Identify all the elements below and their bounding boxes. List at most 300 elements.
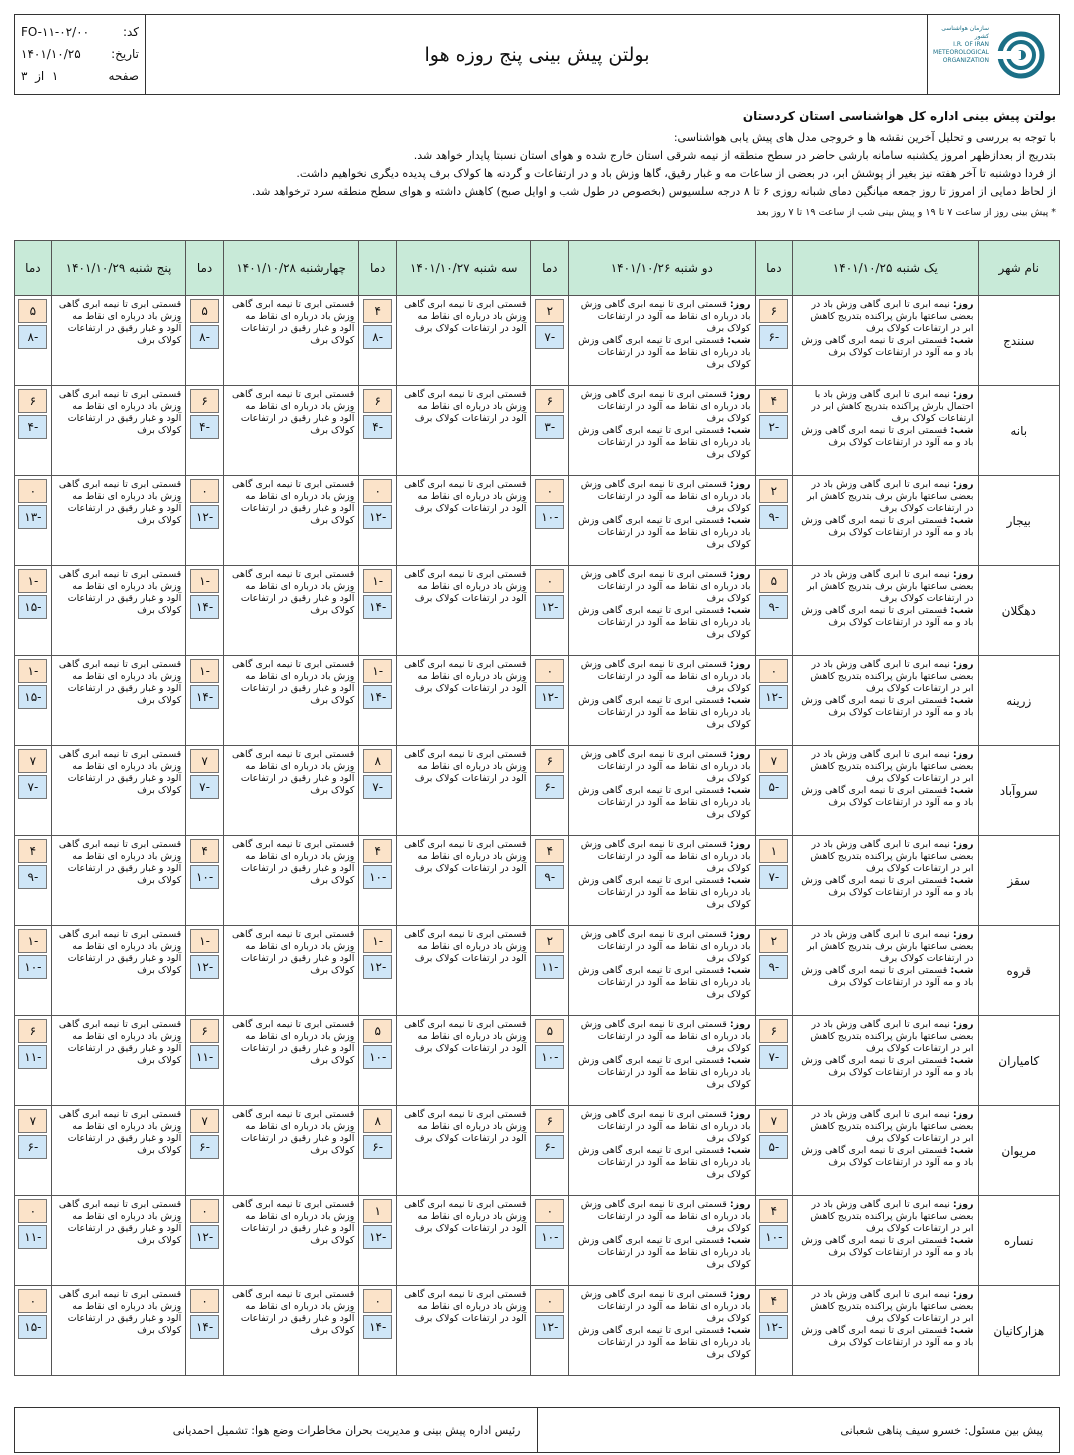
temp-pair bbox=[186, 566, 223, 619]
temp-cell bbox=[359, 296, 397, 386]
max-temp: -۱ bbox=[18, 659, 47, 683]
max-temp: ۰ bbox=[535, 659, 564, 683]
forecast-cell bbox=[397, 1016, 531, 1106]
min-temp: -۷ bbox=[18, 775, 47, 799]
max-temp: ۰ bbox=[363, 1289, 392, 1313]
forecast-day-night-cell bbox=[569, 296, 755, 386]
temp-pair bbox=[359, 836, 396, 889]
max-temp: ۶ bbox=[363, 389, 392, 413]
min-temp: -۱۵ bbox=[18, 685, 47, 709]
temp-pair bbox=[15, 746, 51, 799]
forecast-day-night-cell bbox=[569, 1106, 755, 1196]
min-temp: -۱۱ bbox=[18, 1225, 47, 1249]
night-forecast: قسمتی ابری تا نیمه ابری گاهی وزش باد و مه آلود در ارتفاعات کولاک برف bbox=[801, 1145, 974, 1168]
forecast-day-night-cell bbox=[569, 1286, 755, 1376]
temp-header: دما bbox=[531, 241, 569, 296]
max-temp: ۲ bbox=[759, 929, 788, 953]
city-name: هزارکانیان bbox=[978, 1286, 1059, 1376]
temp-pair bbox=[186, 1196, 223, 1249]
night-label: شب: bbox=[950, 1235, 974, 1246]
forecast-text: قسمتی ابری تا نیمه ابری گاهی وزش باد درباره ای نقاط مه آلود و غبار رقیق در ارتفاعات کولاک برف bbox=[58, 749, 182, 796]
temp-cell bbox=[755, 1286, 793, 1376]
forecast-text: قسمتی ابری تا نیمه ابری گاهی وزش باد درباره ای نقاط مه آلود و غبار رقیق در ارتفاعات کولاک برف bbox=[58, 479, 182, 526]
day-header-5: پنج شنبه ۱۴۰۱/۱۰/۲۹ bbox=[51, 241, 185, 296]
forecast-text: قسمتی ابری تا نیمه ابری گاهی وزش باد درباره ای نقاط مه آلود در ارتفاعات کولاک برف bbox=[404, 479, 527, 514]
max-temp: ۴ bbox=[363, 839, 392, 863]
temp-pair bbox=[186, 476, 223, 529]
temp-cell bbox=[15, 656, 52, 746]
page-of: از bbox=[35, 69, 45, 83]
max-temp: -۱ bbox=[190, 659, 219, 683]
day-forecast: قسمتی ابری تا نیمه ابری گاهی وزش باد درباره ای نقاط مه آلود در ارتفاعات کولاک برف bbox=[580, 1019, 751, 1054]
temp-pair bbox=[186, 656, 223, 709]
temp-pair bbox=[359, 926, 396, 979]
temp-pair bbox=[531, 656, 568, 709]
max-temp: ۵ bbox=[190, 299, 219, 323]
min-temp: -۳ bbox=[535, 415, 564, 439]
forecast-cell bbox=[51, 1286, 185, 1376]
day-forecast: نیمه ابری تا ابری گاهی وزش باد در بعضی ساعتها بارش پراکنده بتدریج کاهش ابر در ارتفاعات کولاک برف bbox=[810, 299, 974, 334]
day-forecast: قسمتی ابری تا نیمه ابری گاهی وزش باد درباره ای نقاط مه آلود در ارتفاعات کولاک برف bbox=[580, 839, 751, 874]
min-temp: -۸ bbox=[190, 325, 219, 349]
min-temp: -۱۴ bbox=[363, 1315, 392, 1339]
forecast-text bbox=[569, 1286, 754, 1364]
forecast-text: قسمتی ابری تا نیمه ابری گاهی وزش باد درباره ای نقاط مه آلود در ارتفاعات کولاک برف bbox=[404, 659, 527, 694]
night-label: شب: bbox=[950, 605, 974, 616]
min-temp: -۱۴ bbox=[190, 595, 219, 619]
forecast-day-night-cell bbox=[569, 566, 755, 656]
table-row bbox=[15, 1016, 1060, 1106]
forecast-text bbox=[793, 476, 977, 542]
day-label: روز: bbox=[952, 1109, 974, 1120]
temp-cell bbox=[531, 296, 569, 386]
forecast-text: قسمتی ابری تا نیمه ابری گاهی وزش باد درباره ای نقاط مه آلود و غبار رقیق در ارتفاعات کولاک برف bbox=[58, 1019, 182, 1066]
day-forecast: نیمه ابری تا ابری گاهی وزش باد در بعضی ساعتها بارش برف بتدریج کاهش ابر در ارتفاعات کولاک برف bbox=[806, 569, 974, 604]
temp-pair bbox=[15, 656, 51, 709]
min-temp: -۹ bbox=[759, 955, 788, 979]
day-label: روز: bbox=[729, 1289, 751, 1300]
temp-cell bbox=[359, 1016, 397, 1106]
max-temp: ۴ bbox=[759, 1289, 788, 1313]
temp-cell bbox=[531, 656, 569, 746]
forecast-text bbox=[793, 566, 977, 632]
forecast-text: قسمتی ابری تا نیمه ابری گاهی وزش باد درباره ای نقاط مه آلود و غبار رقیق در ارتفاعات کولاک برف bbox=[232, 1019, 355, 1066]
forecast-text bbox=[569, 836, 754, 914]
min-temp: -۶ bbox=[363, 1135, 392, 1159]
night-forecast: قسمتی ابری تا نیمه ابری گاهی وزش باد و مه آلود در ارتفاعات کولاک برف bbox=[801, 785, 974, 808]
forecast-day-night-cell bbox=[793, 746, 978, 836]
temp-pair bbox=[15, 476, 51, 529]
forecast-cell bbox=[397, 1286, 531, 1376]
max-temp: ۷ bbox=[18, 1109, 47, 1133]
intro-paragraph-1: با توجه به بررسی و تحلیل آخرین نقشه ها و خروجی مدل های پیش یابی هواشناسی: bbox=[673, 131, 1056, 144]
forecast-text: قسمتی ابری تا نیمه ابری گاهی وزش باد درباره ای نقاط مه آلود در ارتفاعات کولاک برف bbox=[404, 1109, 527, 1144]
table-row bbox=[15, 1196, 1060, 1286]
doc-meta bbox=[15, 15, 146, 94]
temp-pair bbox=[15, 1106, 51, 1159]
day-forecast: نیمه ابری تا ابری گاهی وزش باد در بعضی ساعتها بارش برف بتدریج کاهش ابر در ارتفاعات کولاک برف bbox=[806, 929, 974, 964]
forecast-text: قسمتی ابری تا نیمه ابری گاهی وزش باد درباره ای نقاط مه آلود و غبار رقیق در ارتفاعات کولاک برف bbox=[232, 569, 355, 616]
page-total: ۳ bbox=[21, 69, 28, 83]
temp-pair bbox=[531, 1196, 568, 1249]
temp-pair bbox=[756, 746, 793, 799]
day-forecast: قسمتی ابری تا نیمه ابری گاهی وزش باد درباره ای نقاط مه آلود در ارتفاعات کولاک برف bbox=[580, 749, 751, 784]
night-forecast: قسمتی ابری تا نیمه ابری گاهی وزش باد درباره ای نقاط مه آلود در ارتفاعات کولاک برف bbox=[578, 605, 751, 640]
day-label: روز: bbox=[952, 1019, 974, 1030]
day-label: روز: bbox=[952, 749, 974, 760]
temp-pair bbox=[359, 746, 396, 799]
temp-cell bbox=[755, 926, 793, 1016]
temp-cell bbox=[531, 746, 569, 836]
max-temp: ۰ bbox=[18, 1289, 47, 1313]
temp-pair bbox=[15, 386, 51, 439]
temp-pair bbox=[531, 746, 568, 799]
day-header-4: چهارشنبه ۱۴۰۱/۱۰/۲۸ bbox=[223, 241, 358, 296]
min-temp: -۱۴ bbox=[363, 685, 392, 709]
day-forecast: نیمه ابری تا ابری گاهی وزش باد در بعضی ساعتها بارش پراکنده بتدریج کاهش ابر در ارتفاعات کولاک برف bbox=[810, 749, 974, 784]
temp-pair bbox=[15, 1016, 51, 1069]
min-temp: -۱۲ bbox=[535, 685, 564, 709]
day-forecast: نیمه ابری تا ابری گاهی وزش باد در بعضی ساعتها بارش پراکنده بتدریج کاهش ابر در ارتفاعات کولاک برف bbox=[810, 1109, 974, 1144]
day-header-3: سه شنبه ۱۴۰۱/۱۰/۲۷ bbox=[397, 241, 531, 296]
forecast-cell bbox=[223, 926, 358, 1016]
temp-cell bbox=[186, 926, 224, 1016]
night-forecast: قسمتی ابری تا نیمه ابری گاهی وزش باد و مه آلود در ارتفاعات کولاک برف bbox=[801, 515, 974, 538]
forecast-cell bbox=[223, 566, 358, 656]
forecaster-name: پیش بین مسئول: خسرو سیف پناهی شعبانی bbox=[537, 1408, 1060, 1452]
table-row bbox=[15, 836, 1060, 926]
max-temp: ۴ bbox=[363, 299, 392, 323]
forecast-text: قسمتی ابری تا نیمه ابری گاهی وزش باد درباره ای نقاط مه آلود در ارتفاعات کولاک برف bbox=[404, 299, 527, 334]
max-temp: ۲ bbox=[535, 299, 564, 323]
min-temp: -۶ bbox=[535, 775, 564, 799]
temp-pair bbox=[359, 1286, 396, 1339]
temp-cell bbox=[15, 1106, 52, 1196]
forecast-cell bbox=[397, 656, 531, 746]
logo-text-fa: سازمان هواشناسی کشور bbox=[941, 25, 989, 40]
night-label: شب: bbox=[950, 1325, 974, 1336]
forecast-cell bbox=[397, 746, 531, 836]
forecast-cell bbox=[51, 1196, 185, 1286]
max-temp: ۰ bbox=[535, 479, 564, 503]
temp-cell bbox=[531, 836, 569, 926]
temp-pair bbox=[15, 296, 51, 349]
logo-text-en-1: I.R. OF IRAN bbox=[953, 41, 989, 48]
max-temp: ۷ bbox=[759, 749, 788, 773]
night-forecast: قسمتی ابری تا نیمه ابری گاهی وزش باد و مه آلود در ارتفاعات کولاک برف bbox=[801, 875, 974, 898]
forecast-table-body bbox=[15, 296, 1060, 1376]
max-temp: ۲ bbox=[535, 929, 564, 953]
temp-cell bbox=[531, 1016, 569, 1106]
day-forecast: قسمتی ابری تا نیمه ابری گاهی وزش باد درباره ای نقاط مه آلود در ارتفاعات کولاک برف bbox=[580, 479, 751, 514]
night-label: شب: bbox=[727, 1325, 751, 1336]
temp-cell bbox=[186, 386, 224, 476]
forecast-text: قسمتی ابری تا نیمه ابری گاهی وزش باد درباره ای نقاط مه آلود و غبار رقیق در ارتفاعات کولاک برف bbox=[58, 1289, 182, 1336]
night-label: شب: bbox=[950, 965, 974, 976]
temp-cell bbox=[15, 836, 52, 926]
temp-cell bbox=[755, 746, 793, 836]
night-label: شب: bbox=[727, 1145, 751, 1156]
temp-cell bbox=[755, 566, 793, 656]
max-temp: ۵ bbox=[18, 299, 47, 323]
max-temp: ۶ bbox=[190, 1019, 219, 1043]
forecast-text bbox=[793, 1196, 977, 1262]
max-temp: -۱ bbox=[18, 929, 47, 953]
forecast-cell bbox=[223, 296, 358, 386]
temp-cell bbox=[15, 386, 52, 476]
page-label: صفحه bbox=[108, 69, 139, 83]
forecast-day-night-cell bbox=[793, 296, 978, 386]
forecast-cell bbox=[397, 836, 531, 926]
city-name: قروه bbox=[978, 926, 1059, 1016]
forecast-day-night-cell bbox=[793, 1286, 978, 1376]
forecast-text bbox=[569, 746, 754, 824]
max-temp: ۴ bbox=[18, 839, 47, 863]
min-temp: -۸ bbox=[18, 325, 47, 349]
min-temp: -۴ bbox=[363, 415, 392, 439]
min-temp: -۶ bbox=[759, 325, 788, 349]
date-label: تاریخ: bbox=[111, 47, 139, 61]
page-title: بولتن پیش بینی پنج روزه هوا bbox=[424, 43, 650, 66]
temp-cell bbox=[755, 476, 793, 566]
temp-cell bbox=[186, 836, 224, 926]
max-temp: ۷ bbox=[190, 1109, 219, 1133]
temp-pair bbox=[531, 1106, 568, 1159]
night-forecast: قسمتی ابری تا نیمه ابری گاهی وزش باد درباره ای نقاط مه آلود در ارتفاعات کولاک برف bbox=[578, 875, 751, 910]
forecast-text: قسمتی ابری تا نیمه ابری گاهی وزش باد درباره ای نقاط مه آلود و غبار رقیق در ارتفاعات کولاک برف bbox=[232, 389, 355, 436]
forecast-text bbox=[793, 656, 977, 722]
forecast-text bbox=[569, 1106, 754, 1184]
intro-heading: بولتن پیش بینی اداره کل هواشناسی استان کردستان bbox=[742, 109, 1056, 123]
temp-cell bbox=[359, 1286, 397, 1376]
temp-cell bbox=[531, 566, 569, 656]
page-number: ۱ bbox=[51, 69, 59, 83]
night-forecast: قسمتی ابری تا نیمه ابری گاهی وزش باد درباره ای نقاط مه آلود در ارتفاعات کولاک برف bbox=[578, 785, 751, 820]
forecast-cell bbox=[51, 1016, 185, 1106]
temp-pair bbox=[15, 1286, 51, 1339]
temp-pair bbox=[756, 476, 793, 529]
min-temp: -۷ bbox=[190, 775, 219, 799]
day-forecast: نیمه ابری تا ابری گاهی وزش باد در بعضی ساعتها بارش پراکنده بتدریج کاهش ابر در ارتفاعات کولاک برف bbox=[810, 1289, 974, 1324]
day-label: روز: bbox=[729, 389, 751, 400]
forecast-cell bbox=[397, 476, 531, 566]
forecast-day-night-cell bbox=[793, 566, 978, 656]
forecast-text: قسمتی ابری تا نیمه ابری گاهی وزش باد درباره ای نقاط مه آلود و غبار رقیق در ارتفاعات کولاک برف bbox=[232, 929, 355, 976]
day-label: روز: bbox=[729, 1109, 751, 1120]
min-temp: -۸ bbox=[363, 325, 392, 349]
signature-footer bbox=[14, 1407, 1060, 1453]
forecast-text: قسمتی ابری تا نیمه ابری گاهی وزش باد درباره ای نقاط مه آلود در ارتفاعات کولاک برف bbox=[404, 389, 527, 424]
min-temp: -۱۰ bbox=[535, 1225, 564, 1249]
forecast-cell bbox=[223, 1016, 358, 1106]
bulletin-header bbox=[14, 14, 1060, 95]
day-label: روز: bbox=[952, 839, 974, 850]
forecast-text: قسمتی ابری تا نیمه ابری گاهی وزش باد درباره ای نقاط مه آلود و غبار رقیق در ارتفاعات کولاک برف bbox=[58, 839, 182, 886]
forecast-text: قسمتی ابری تا نیمه ابری گاهی وزش باد درباره ای نقاط مه آلود و غبار رقیق در ارتفاعات کولاک برف bbox=[58, 929, 182, 976]
min-temp: -۱۵ bbox=[18, 595, 47, 619]
min-temp: -۱۲ bbox=[759, 1315, 788, 1339]
day-forecast: قسمتی ابری تا نیمه ابری گاهی وزش باد درباره ای نقاط مه آلود در ارتفاعات کولاک برف bbox=[580, 1109, 751, 1144]
intro-paragraph-2: بتدریج از بعدازظهر امروز یکشنبه سامانه بارشی حاضر در سطح منطقه از نیمه شرقی استان خارج شده و هوای استان نسبتا پایدار خواهد شد. bbox=[413, 149, 1056, 162]
max-temp: ۶ bbox=[18, 1019, 47, 1043]
night-label: شب: bbox=[727, 425, 751, 436]
day-header-2: دو شنبه ۱۴۰۱/۱۰/۲۶ bbox=[569, 241, 755, 296]
min-temp: -۱۴ bbox=[190, 1315, 219, 1339]
max-temp: ۶ bbox=[535, 1109, 564, 1133]
temp-cell bbox=[359, 836, 397, 926]
forecast-cell bbox=[51, 926, 185, 1016]
forecast-text bbox=[793, 386, 977, 452]
temp-cell bbox=[755, 1106, 793, 1196]
temp-pair bbox=[359, 476, 396, 529]
temp-pair bbox=[15, 926, 51, 979]
night-forecast: قسمتی ابری تا نیمه ابری گاهی وزش باد و مه آلود در ارتفاعات کولاک برف bbox=[801, 1055, 974, 1078]
max-temp: ۴ bbox=[535, 839, 564, 863]
max-temp: ۴ bbox=[759, 389, 788, 413]
min-temp: -۲ bbox=[759, 415, 788, 439]
day-label: روز: bbox=[729, 299, 751, 310]
forecast-text bbox=[793, 1016, 977, 1082]
min-temp: -۱۵ bbox=[18, 1315, 47, 1339]
forecast-text: قسمتی ابری تا نیمه ابری گاهی وزش باد درباره ای نقاط مه آلود و غبار رقیق در ارتفاعات کولاک برف bbox=[58, 1109, 182, 1156]
forecast-text bbox=[569, 476, 754, 554]
forecast-cell bbox=[51, 656, 185, 746]
day-label: روز: bbox=[952, 569, 974, 580]
city-name: سروآباد bbox=[978, 746, 1059, 836]
forecast-cell bbox=[223, 656, 358, 746]
min-temp: -۱۰ bbox=[535, 1045, 564, 1069]
day-label: روز: bbox=[729, 839, 751, 850]
forecast-cell bbox=[397, 296, 531, 386]
temp-pair bbox=[531, 566, 568, 619]
max-temp: ۰ bbox=[535, 569, 564, 593]
min-temp: -۵ bbox=[759, 1135, 788, 1159]
night-forecast: قسمتی ابری تا نیمه ابری گاهی وزش باد درباره ای نقاط مه آلود در ارتفاعات کولاک برف bbox=[578, 695, 751, 730]
temp-pair bbox=[756, 296, 793, 349]
forecast-day-night-cell bbox=[569, 836, 755, 926]
forecast-text: قسمتی ابری تا نیمه ابری گاهی وزش باد درباره ای نقاط مه آلود در ارتفاعات کولاک برف bbox=[404, 839, 527, 874]
temp-pair bbox=[15, 836, 51, 889]
forecast-day-night-cell bbox=[569, 1016, 755, 1106]
night-label: شب: bbox=[727, 695, 751, 706]
intro-section bbox=[14, 107, 1060, 201]
forecast-day-night-cell bbox=[793, 926, 978, 1016]
min-temp: -۱۲ bbox=[535, 595, 564, 619]
table-row bbox=[15, 656, 1060, 746]
temp-cell bbox=[186, 566, 224, 656]
table-row bbox=[15, 926, 1060, 1016]
temp-pair bbox=[186, 1286, 223, 1339]
temp-cell bbox=[186, 1106, 224, 1196]
logo-area bbox=[927, 15, 1059, 94]
forecast-cell bbox=[223, 1196, 358, 1286]
night-label: شب: bbox=[950, 875, 974, 886]
max-temp: -۱ bbox=[190, 929, 219, 953]
city-header: نام شهر bbox=[978, 241, 1059, 296]
temp-pair bbox=[359, 566, 396, 619]
min-temp: -۹ bbox=[759, 505, 788, 529]
city-name: نساره bbox=[978, 1196, 1059, 1286]
day-forecast: نیمه ابری تا ابری گاهی وزش باد در بعضی ساعتها بارش پراکنده بتدریج کاهش ابر در ارتفاعات کولاک برف bbox=[810, 1019, 974, 1054]
max-temp: ۷ bbox=[759, 1109, 788, 1133]
day-forecast: قسمتی ابری تا نیمه ابری گاهی وزش باد درباره ای نقاط مه آلود در ارتفاعات کولاک برف bbox=[580, 569, 751, 604]
min-temp: -۱۲ bbox=[190, 505, 219, 529]
table-row bbox=[15, 386, 1060, 476]
night-forecast: قسمتی ابری تا نیمه ابری گاهی وزش باد درباره ای نقاط مه آلود در ارتفاعات کولاک برف bbox=[578, 1145, 751, 1180]
forecast-text bbox=[793, 296, 977, 362]
forecast-cell bbox=[397, 1106, 531, 1196]
night-forecast: قسمتی ابری تا نیمه ابری گاهی وزش باد و مه آلود در ارتفاعات کولاک برف bbox=[801, 1325, 974, 1348]
logo-text-en-2: METEOROLOGICAL bbox=[933, 49, 989, 56]
min-temp: -۱۲ bbox=[363, 955, 392, 979]
night-forecast: قسمتی ابری تا نیمه ابری گاهی وزش باد و مه آلود در ارتفاعات کولاک برف bbox=[801, 695, 974, 718]
forecast-text bbox=[569, 566, 754, 644]
min-temp: -۴ bbox=[18, 415, 47, 439]
day-label: روز: bbox=[952, 929, 974, 940]
forecast-day-night-cell bbox=[793, 386, 978, 476]
min-temp: -۱۰ bbox=[535, 505, 564, 529]
logo-text bbox=[929, 25, 989, 65]
max-temp: ۰ bbox=[535, 1289, 564, 1313]
max-temp: ۸ bbox=[363, 749, 392, 773]
intro-paragraph-4: از لحاظ دمایی از امروز تا روز جمعه میانگین دمای شبانه روزی ۶ تا ۸ درجه سلسیوس (بخصوص در طول شب و اوایل صبح) کاهش داشته و هوای سطح منطقه سرد ترخواهد شد. bbox=[251, 185, 1056, 198]
forecast-day-night-cell bbox=[793, 1106, 978, 1196]
forecast-text: قسمتی ابری تا نیمه ابری گاهی وزش باد درباره ای نقاط مه آلود و غبار رقیق در ارتفاعات کولاک برف bbox=[58, 569, 182, 616]
day-forecast: قسمتی ابری تا نیمه ابری گاهی وزش باد درباره ای نقاط مه آلود در ارتفاعات کولاک برف bbox=[580, 929, 751, 964]
night-label: شب: bbox=[950, 515, 974, 526]
temp-pair bbox=[756, 1286, 793, 1339]
temp-pair bbox=[756, 1196, 793, 1249]
day-forecast: قسمتی ابری تا نیمه ابری گاهی وزش باد درباره ای نقاط مه آلود در ارتفاعات کولاک برف bbox=[580, 1289, 751, 1324]
night-label: شب: bbox=[727, 1055, 751, 1066]
temp-pair bbox=[359, 1016, 396, 1069]
night-label: شب: bbox=[727, 1235, 751, 1246]
day-label: روز: bbox=[952, 299, 974, 310]
min-temp: -۱۲ bbox=[190, 1225, 219, 1249]
night-label: شب: bbox=[727, 875, 751, 886]
temp-header: دما bbox=[359, 241, 397, 296]
temp-header: دما bbox=[755, 241, 793, 296]
forecast-cell bbox=[51, 386, 185, 476]
night-forecast: قسمتی ابری تا نیمه ابری گاهی وزش باد درباره ای نقاط مه آلود در ارتفاعات کولاک برف bbox=[578, 1055, 751, 1090]
forecast-text: قسمتی ابری تا نیمه ابری گاهی وزش باد درباره ای نقاط مه آلود و غبار رقیق در ارتفاعات کولاک برف bbox=[232, 479, 355, 526]
max-temp: ۶ bbox=[759, 299, 788, 323]
day-forecast: نیمه ابری تا ابری گاهی وزش باد در بعضی ساعتها بارش پراکنده بتدریج کاهش ابر در ارتفاعات کولاک برف bbox=[810, 839, 974, 874]
night-forecast: قسمتی ابری تا نیمه ابری گاهی وزش باد و مه آلود در ارتفاعات کولاک برف bbox=[801, 425, 974, 448]
temp-cell bbox=[186, 296, 224, 386]
min-temp: -۱۳ bbox=[18, 505, 47, 529]
temp-pair bbox=[186, 386, 223, 439]
temp-cell bbox=[186, 476, 224, 566]
temp-cell bbox=[359, 746, 397, 836]
temp-cell bbox=[359, 656, 397, 746]
forecast-day-night-cell bbox=[569, 386, 755, 476]
temp-cell bbox=[359, 386, 397, 476]
forecast-day-night-cell bbox=[793, 476, 978, 566]
temp-cell bbox=[186, 746, 224, 836]
forecast-cell bbox=[51, 476, 185, 566]
min-temp: -۱۲ bbox=[190, 955, 219, 979]
forecast-text bbox=[793, 926, 977, 992]
temp-cell bbox=[186, 1196, 224, 1286]
forecast-text: قسمتی ابری تا نیمه ابری گاهی وزش باد درباره ای نقاط مه آلود و غبار رقیق در ارتفاعات کولاک برف bbox=[58, 389, 182, 436]
temp-cell bbox=[359, 1106, 397, 1196]
temp-cell bbox=[359, 926, 397, 1016]
day-forecast: قسمتی ابری تا نیمه ابری گاهی وزش باد درباره ای نقاط مه آلود در ارتفاعات کولاک برف bbox=[580, 299, 751, 334]
forecast-text: قسمتی ابری تا نیمه ابری گاهی وزش باد درباره ای نقاط مه آلود و غبار رقیق در ارتفاعات کولاک برف bbox=[232, 1199, 355, 1246]
day-label: روز: bbox=[952, 1199, 974, 1210]
forecast-text: قسمتی ابری تا نیمه ابری گاهی وزش باد درباره ای نقاط مه آلود و غبار رقیق در ارتفاعات کولاک برف bbox=[58, 1199, 182, 1246]
